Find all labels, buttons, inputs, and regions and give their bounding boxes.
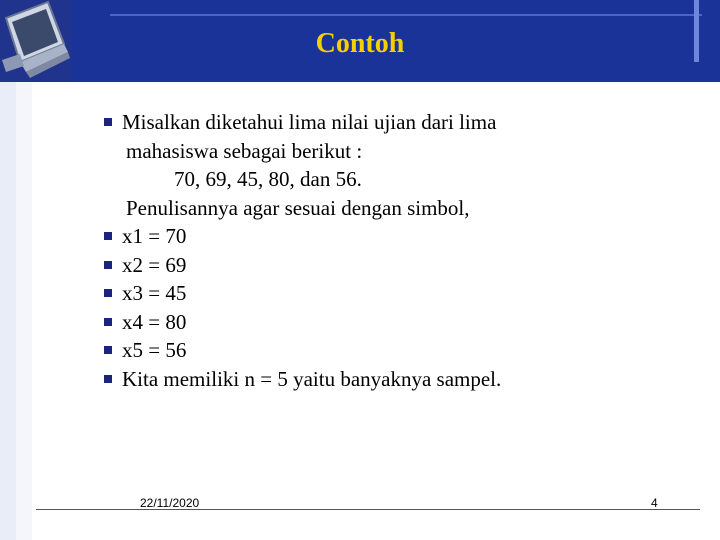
body-line xyxy=(104,108,694,137)
square-bullet-icon xyxy=(104,232,112,240)
line-text: Misalkan diketahui lima nilai ujian dari lima xyxy=(122,110,497,134)
line-text: x1 = 70 xyxy=(122,224,187,248)
body-line xyxy=(104,336,694,365)
header-top-line xyxy=(110,14,702,16)
body-line xyxy=(104,365,694,394)
square-bullet-icon xyxy=(104,261,112,269)
line-text: x2 = 69 xyxy=(122,252,187,277)
left-decor-strip-inner xyxy=(16,82,32,540)
footer-date: 22/11/2020 xyxy=(140,496,200,510)
slide-body xyxy=(104,108,694,393)
line-text: 70, 69, 45, 80, dan 56. xyxy=(174,167,362,191)
body-line xyxy=(104,251,694,280)
line-text: x4 = 80 xyxy=(122,309,187,334)
footer-divider xyxy=(36,509,700,510)
square-bullet-icon xyxy=(104,289,112,297)
line-text: x3 = 45 xyxy=(122,281,187,305)
body-line xyxy=(104,194,694,223)
body-line xyxy=(104,165,694,194)
line-text: x5 = 56 xyxy=(122,338,187,362)
line-text: Penulisannya agar sesuai dengan simbol, xyxy=(126,195,470,220)
square-bullet-icon xyxy=(104,346,112,354)
footer-page-number: 4 xyxy=(651,496,658,510)
body-line xyxy=(104,137,694,166)
line-text: Kita memiliki n = 5 yaitu banyaknya sampel. xyxy=(122,366,502,391)
left-decor-strip xyxy=(0,82,16,540)
square-bullet-icon xyxy=(104,375,112,383)
line-text: mahasiswa sebagai berikut : xyxy=(126,138,363,163)
square-bullet-icon xyxy=(104,118,112,126)
body-line xyxy=(104,279,694,308)
slide-title: Contoh xyxy=(315,28,405,59)
square-bullet-icon xyxy=(104,318,112,326)
body-line xyxy=(104,222,694,251)
body-line xyxy=(104,308,694,337)
